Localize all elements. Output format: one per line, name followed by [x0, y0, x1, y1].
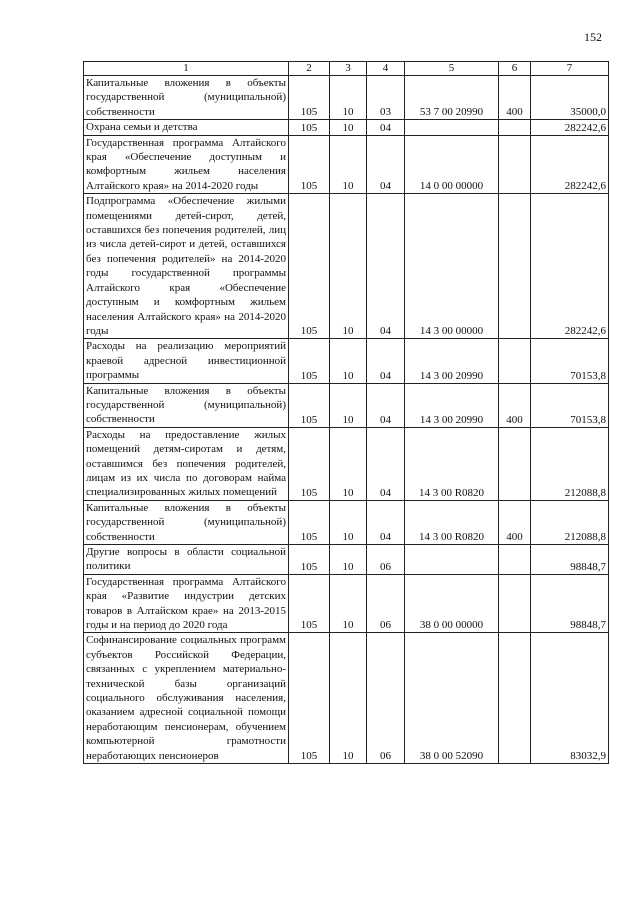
item-name: Охрана семьи и детства [84, 120, 289, 135]
subsection-code: 04 [367, 339, 405, 383]
expense-type-code: 400 [499, 500, 531, 544]
section-code: 10 [330, 574, 367, 633]
column-header: 4 [367, 62, 405, 76]
column-header: 1 [84, 62, 289, 76]
expense-type-code [499, 194, 531, 339]
item-name: Подпрограмма «Обеспечение жилыми помещениями детей-сирот, детей, оставшихся без попечения родителей, лиц из числа детей-сирот и детей, оставшихся без попечения родителей» на 2014-2020 годы государственной программы Алтайского края «Обеспечение доступным и комфортным жильем населения Алтайского края» на 2014-2020 годы [84, 194, 289, 339]
subsection-code: 04 [367, 194, 405, 339]
section-code: 10 [330, 383, 367, 427]
amount: 282242,6 [531, 194, 609, 339]
item-name: Государственная программа Алтайского края «Развитие индустрии детских товаров в Алтайском крае» на 2013-2015 годы и на период до 2020 года [84, 574, 289, 633]
amount: 70153,8 [531, 339, 609, 383]
amount: 98848,7 [531, 545, 609, 575]
table-row [84, 574, 609, 633]
subsection-code: 04 [367, 120, 405, 135]
item-name: Капитальные вложения в объекты государственной (муниципальной) собственности [84, 500, 289, 544]
target-item-code [405, 545, 499, 575]
ministry-code: 105 [289, 500, 330, 544]
ministry-code: 105 [289, 574, 330, 633]
ministry-code: 105 [289, 120, 330, 135]
item-name: Софинансирование социальных программ субъектов Российской Федерации, связанных с укреплением материально-технической базы организаций социального обслуживания населения, оказанием адресной социальной помощи неработающим пенсионерам, обучением компьютерной грамотности неработающих пенсионеров [84, 633, 289, 764]
table-row [84, 545, 609, 575]
column-header: 6 [499, 62, 531, 76]
subsection-code: 06 [367, 545, 405, 575]
table-row [84, 339, 609, 383]
column-header: 5 [405, 62, 499, 76]
section-code: 10 [330, 427, 367, 500]
section-code: 10 [330, 545, 367, 575]
expense-type-code [499, 120, 531, 135]
page-number: 152 [584, 30, 602, 44]
ministry-code: 105 [289, 545, 330, 575]
ministry-code: 105 [289, 339, 330, 383]
section-code: 10 [330, 194, 367, 339]
item-name: Расходы на реализацию мероприятий краевой адресной инвестиционной программы [84, 339, 289, 383]
section-code: 10 [330, 76, 367, 120]
column-header: 2 [289, 62, 330, 76]
subsection-code: 04 [367, 383, 405, 427]
subsection-code: 03 [367, 76, 405, 120]
table-row [84, 135, 609, 194]
expense-type-code [499, 427, 531, 500]
header-row [84, 62, 609, 76]
ministry-code: 105 [289, 383, 330, 427]
column-header: 3 [330, 62, 367, 76]
target-item-code [405, 120, 499, 135]
ministry-code: 105 [289, 427, 330, 500]
section-code: 10 [330, 339, 367, 383]
target-item-code: 38 0 00 00000 [405, 574, 499, 633]
amount: 98848,7 [531, 574, 609, 633]
table-row [84, 194, 609, 339]
section-code: 10 [330, 633, 367, 764]
item-name: Другие вопросы в области социальной политики [84, 545, 289, 575]
ministry-code: 105 [289, 76, 330, 120]
subsection-code: 06 [367, 574, 405, 633]
table-row [84, 633, 609, 764]
expense-type-code [499, 339, 531, 383]
amount: 282242,6 [531, 135, 609, 194]
ministry-code: 105 [289, 135, 330, 194]
section-code: 10 [330, 500, 367, 544]
table-row [84, 383, 609, 427]
target-item-code: 14 3 00 R0820 [405, 427, 499, 500]
amount: 212088,8 [531, 427, 609, 500]
section-code: 10 [330, 135, 367, 194]
target-item-code: 14 3 00 20990 [405, 339, 499, 383]
column-header: 7 [531, 62, 609, 76]
target-item-code: 14 3 00 00000 [405, 194, 499, 339]
subsection-code: 04 [367, 500, 405, 544]
target-item-code: 14 0 00 00000 [405, 135, 499, 194]
target-item-code: 14 3 00 20990 [405, 383, 499, 427]
subsection-code: 04 [367, 135, 405, 194]
ministry-code: 105 [289, 194, 330, 339]
expense-type-code [499, 633, 531, 764]
amount: 282242,6 [531, 120, 609, 135]
amount: 70153,8 [531, 383, 609, 427]
subsection-code: 06 [367, 633, 405, 764]
target-item-code: 14 3 00 R0820 [405, 500, 499, 544]
section-code: 10 [330, 120, 367, 135]
amount: 35000,0 [531, 76, 609, 120]
amount: 212088,8 [531, 500, 609, 544]
table-row [84, 427, 609, 500]
expense-type-code [499, 135, 531, 194]
target-item-code: 38 0 00 52090 [405, 633, 499, 764]
item-name: Расходы на предоставление жилых помещений детям-сиротам и детям, оставшимся без попечения родителей, лицам из их числа по договорам найма специализированных жилых помещений [84, 427, 289, 500]
item-name: Капитальные вложения в объекты государственной (муниципальной) собственности [84, 383, 289, 427]
subsection-code: 04 [367, 427, 405, 500]
table-row [84, 500, 609, 544]
ministry-code: 105 [289, 633, 330, 764]
budget-table [83, 61, 609, 764]
item-name: Капитальные вложения в объекты государственной (муниципальной) собственности [84, 76, 289, 120]
expense-type-code: 400 [499, 76, 531, 120]
table-row [84, 120, 609, 135]
table-row [84, 76, 609, 120]
amount: 83032,9 [531, 633, 609, 764]
expense-type-code [499, 545, 531, 575]
item-name: Государственная программа Алтайского края «Обеспечение доступным и комфортным жильем населения Алтайского края» на 2014-2020 годы [84, 135, 289, 194]
expense-type-code [499, 574, 531, 633]
expense-type-code: 400 [499, 383, 531, 427]
target-item-code: 53 7 00 20990 [405, 76, 499, 120]
